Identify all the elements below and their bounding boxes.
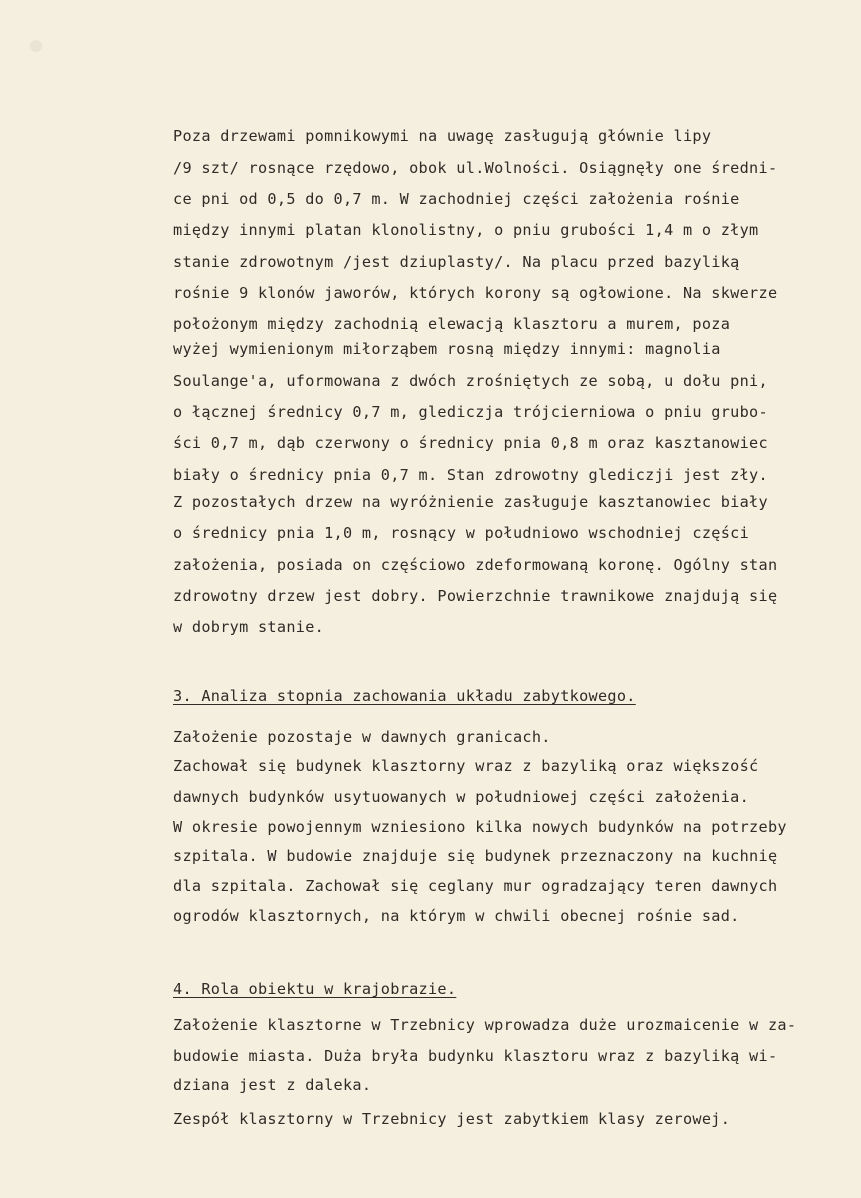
paragraph-1-line: biały o średnicy pnia 0,7 m. Stan zdrowotny glediczji jest zły. bbox=[173, 466, 768, 484]
paragraph-1-line: ści 0,7 m, dąb czerwony o średnicy pnia 0,8 m oraz kasztanowiec bbox=[173, 434, 768, 452]
paragraph-1-line: wyżej wymienionym miłorząbem rosną między innymi: magnolia bbox=[173, 340, 721, 358]
paragraph-1-line: założenia, posiada on częściowo zdeformowaną koronę. Ogólny stan bbox=[173, 556, 778, 574]
paragraph-1-line: w dobrym stanie. bbox=[173, 618, 325, 636]
section-3-line: dla szpitala. Zachował się ceglany mur ogradzający teren dawnych bbox=[173, 877, 778, 895]
paragraph-1-line: /9 szt/ rosnące rzędowo, obok ul.Wolności. Osiągnęły one średni- bbox=[173, 159, 778, 177]
section-3-line: Zachował się budynek klasztorny wraz z bazyliką oraz większość bbox=[173, 757, 759, 775]
section-3-line: szpitala. W budowie znajduje się budynek przeznaczony na kuchnię bbox=[173, 847, 778, 865]
section-4-line: Zespół klasztorny w Trzebnicy jest zabytkiem klasy zerowej. bbox=[173, 1110, 731, 1128]
paragraph-1-line: o średnicy pnia 1,0 m, rosnący w południowo wschodniej części bbox=[173, 524, 750, 542]
paragraph-1-line: ce pni od 0,5 do 0,7 m. W zachodniej części założenia rośnie bbox=[173, 190, 740, 208]
paragraph-1-line: Poza drzewami pomnikowymi na uwagę zasługują głównie lipy bbox=[173, 127, 712, 145]
section-3-heading: 3. Analiza stopnia zachowania układu zabytkowego. bbox=[173, 687, 636, 705]
paragraph-1-line: Z pozostałych drzew na wyróżnienie zasługuje kasztanowiec biały bbox=[173, 493, 768, 511]
paragraph-1-line: położonym między zachodnią elewacją klasztoru a murem, poza bbox=[173, 315, 731, 333]
paragraph-1-line: rośnie 9 klonów jaworów, których korony są ogłowione. Na skwerze bbox=[173, 284, 778, 302]
paragraph-1-line: stanie zdrowotnym /jest dziuplasty/. Na placu przed bazyliką bbox=[173, 253, 740, 271]
section-4-line: dziana jest z daleka. bbox=[173, 1076, 372, 1094]
paragraph-1-line: między innymi platan klonolistny, o pniu grubości 1,4 m o złym bbox=[173, 221, 759, 239]
section-4-heading: 4. Rola obiektu w krajobrazie. bbox=[173, 980, 457, 998]
paragraph-1-line: o łącznej średnicy 0,7 m, glediczja trójcierniowa o pniu grubo- bbox=[173, 403, 768, 421]
section-4-line: Założenie klasztorne w Trzebnicy wprowadza duże urozmaicenie w za- bbox=[173, 1016, 797, 1034]
section-3-line: ogrodów klasztornych, na którym w chwili obecnej rośnie sad. bbox=[173, 907, 740, 925]
paragraph-1-line: zdrowotny drzew jest dobry. Powierzchnie trawnikowe znajdują się bbox=[173, 587, 778, 605]
paragraph-1-line: Soulange'a, uformowana z dwóch zrośniętych ze sobą, u dołu pni, bbox=[173, 372, 768, 390]
section-4-line: budowie miasta. Duża bryła budynku klasztoru wraz z bazyliką wi- bbox=[173, 1047, 778, 1065]
section-3-line: W okresie powojennym wzniesiono kilka nowych budynków na potrzeby bbox=[173, 818, 787, 836]
paper-stain bbox=[30, 40, 42, 52]
section-3-line: dawnych budynków usytuowanych w południowej części założenia. bbox=[173, 788, 750, 806]
section-3-line: Założenie pozostaje w dawnych granicach. bbox=[173, 728, 551, 746]
